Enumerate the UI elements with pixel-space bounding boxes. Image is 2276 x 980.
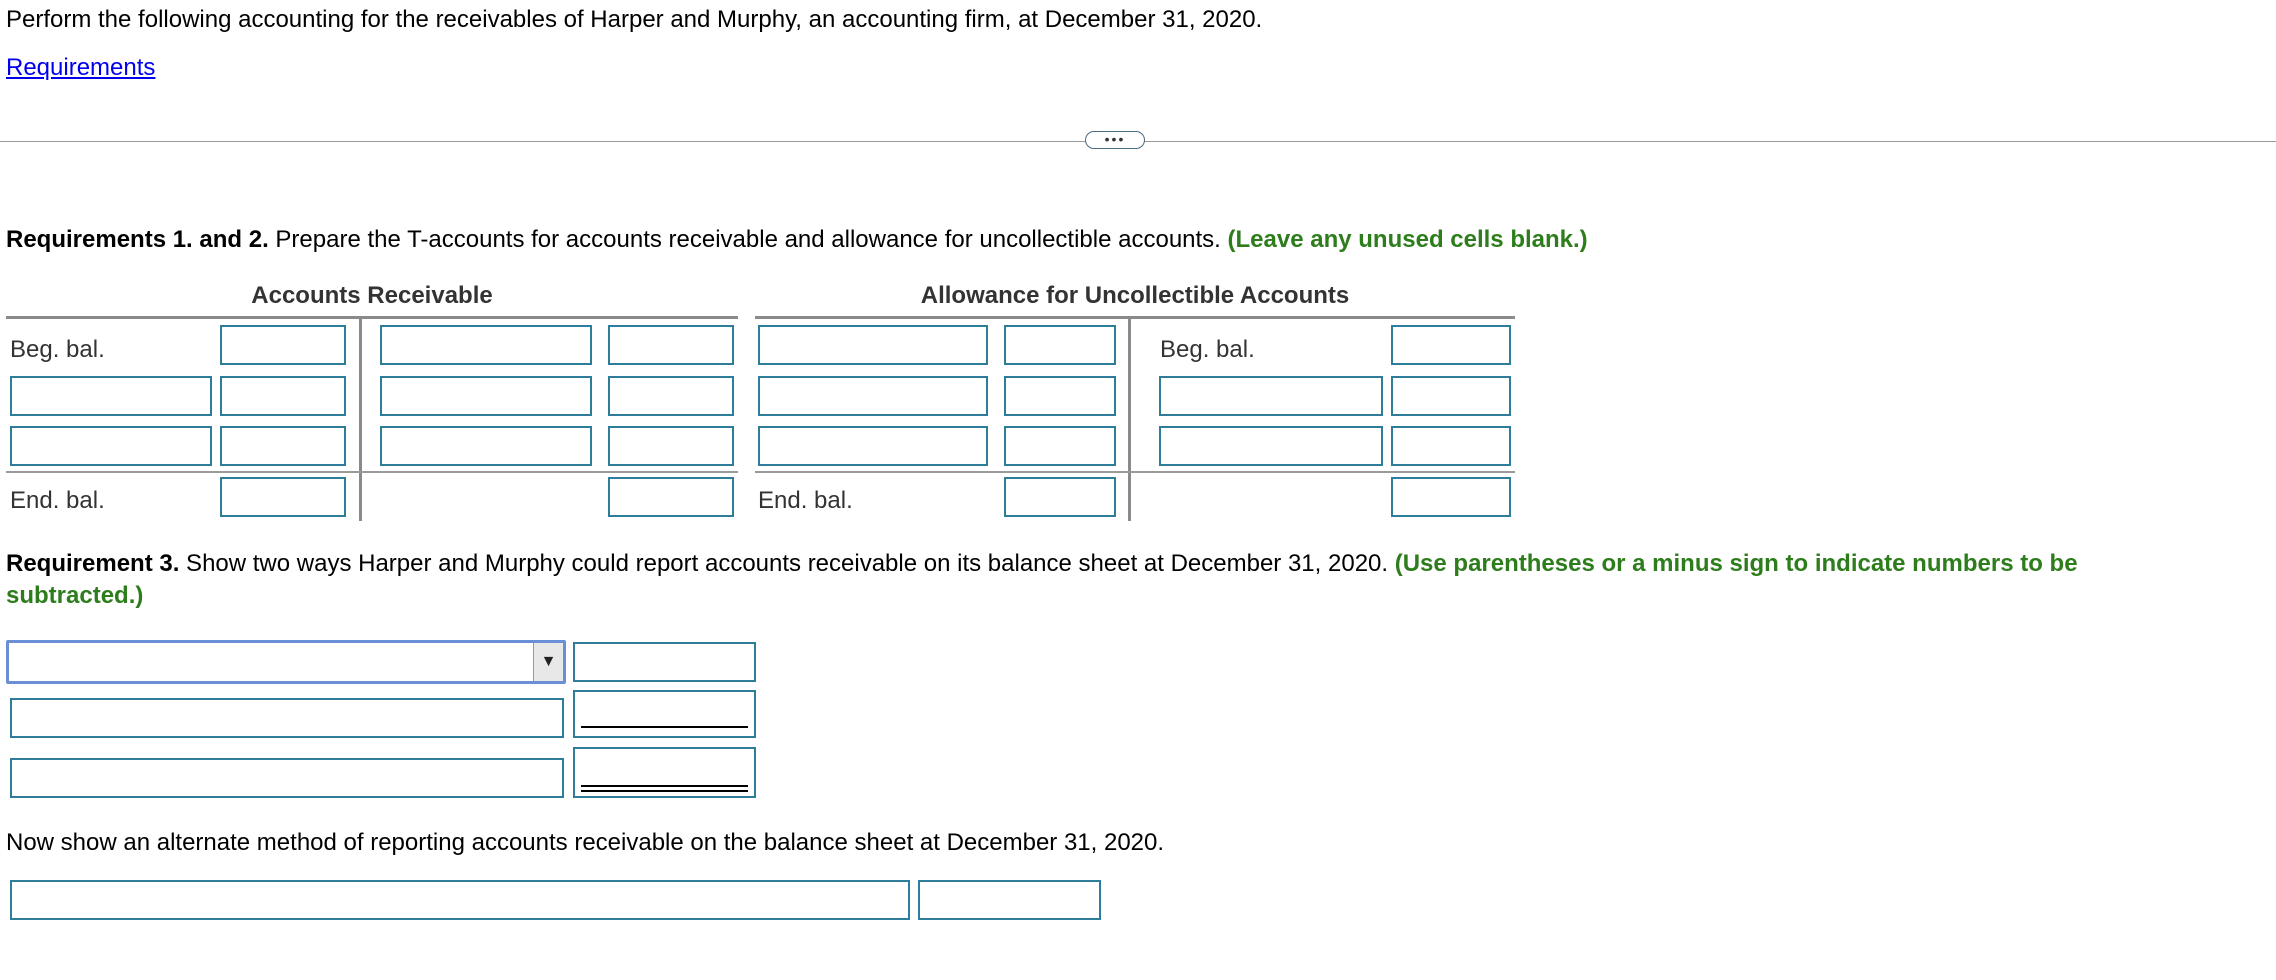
alternate-amount-input[interactable] [918, 880, 1101, 920]
req3-bold: Requirement 3. [6, 550, 180, 577]
req3-text: Show two ways Harper and Murphy could report accounts receivable on its balance sheet at December 31, 2020. [179, 550, 1395, 577]
req12-bold: Requirements 1. and 2. [6, 226, 269, 253]
intro-text: Perform the following accounting for the receivables of Harper and Murphy, an accounting firm, at December 31, 2020. [6, 6, 1263, 33]
allow-credit-desc-input-2[interactable] [1159, 376, 1383, 416]
allow-debit-amount-input-2[interactable] [1004, 376, 1116, 416]
ar-credit-amount-input-3[interactable] [608, 426, 734, 466]
ar-top-line [6, 316, 738, 319]
allow-end-bal-credit-input[interactable] [1391, 477, 1511, 517]
allowance-top-line [755, 316, 1515, 319]
req12-text: Prepare the T-accounts for accounts receivable and allowance for uncollectible accounts. [268, 226, 1228, 253]
requirement-3-heading [6, 550, 2078, 578]
allow-debit-desc-input-2[interactable] [758, 376, 988, 416]
single-underline [581, 726, 748, 728]
ar-debit-amount-input-2[interactable] [220, 376, 346, 416]
ar-end-bal-credit-input[interactable] [608, 477, 734, 517]
ar-credit-desc-input-1[interactable] [380, 325, 592, 365]
allowance-center-line [1128, 317, 1131, 521]
method1-total-input[interactable] [573, 747, 756, 798]
account-dropdown[interactable] [6, 640, 566, 684]
requirements-link[interactable]: Requirements [6, 54, 156, 81]
method1-amount-input-1[interactable] [573, 642, 756, 682]
allowance-total-line [755, 471, 1515, 473]
double-underline-bottom [581, 790, 748, 792]
ar-beg-bal-amount-input[interactable] [220, 325, 346, 365]
req12-note: (Leave any unused cells blank.) [1227, 226, 1588, 253]
allow-credit-amount-input-3[interactable] [1391, 426, 1511, 466]
requirements-1-2-heading [6, 226, 1588, 254]
accounts-receivable-title: Accounts Receivable [251, 282, 493, 309]
allow-credit-desc-input-3[interactable] [1159, 426, 1383, 466]
ar-center-line [359, 317, 362, 521]
req3-note-line1: (Use parentheses or a minus sign to indicate numbers to be [1394, 550, 2078, 577]
dropdown-arrow-icon[interactable]: ▼ [533, 643, 563, 681]
allow-debit-amount-input-3[interactable] [1004, 426, 1116, 466]
allow-end-bal-label: End. bal. [758, 487, 853, 514]
alternate-method-text: Now show an alternate method of reporting accounts receivable on the balance sheet at December 31, 2020. [6, 829, 1165, 856]
allow-credit-amount-input-2[interactable] [1391, 376, 1511, 416]
ar-total-line [6, 471, 738, 473]
ar-end-bal-label: End. bal. [10, 487, 105, 514]
allow-debit-desc-input-1[interactable] [758, 325, 988, 365]
ar-credit-desc-input-3[interactable] [380, 426, 592, 466]
allow-debit-desc-input-3[interactable] [758, 426, 988, 466]
ar-credit-desc-input-2[interactable] [380, 376, 592, 416]
ar-credit-amount-input-1[interactable] [608, 325, 734, 365]
ar-debit-desc-input-2[interactable] [10, 376, 212, 416]
expand-collapse-button[interactable]: ••• [1085, 131, 1145, 149]
req3-note-line2: subtracted.) [6, 582, 144, 609]
ar-debit-desc-input-3[interactable] [10, 426, 212, 466]
method1-desc-input-2[interactable] [10, 698, 564, 738]
alternate-desc-input[interactable] [10, 880, 910, 920]
method1-desc-input-3[interactable] [10, 758, 564, 798]
ar-beg-bal-label: Beg. bal. [10, 336, 105, 363]
allowance-title: Allowance for Uncollectible Accounts [920, 282, 1350, 309]
ar-credit-amount-input-2[interactable] [608, 376, 734, 416]
allow-end-bal-debit-input[interactable] [1004, 477, 1116, 517]
allow-debit-amount-input-1[interactable] [1004, 325, 1116, 365]
ar-debit-amount-input-3[interactable] [220, 426, 346, 466]
allow-beg-bal-amount-input[interactable] [1391, 325, 1511, 365]
method1-amount-input-2[interactable] [573, 690, 756, 738]
double-underline-top [581, 785, 748, 787]
ar-end-bal-debit-input[interactable] [220, 477, 346, 517]
allow-beg-bal-label: Beg. bal. [1160, 336, 1255, 363]
